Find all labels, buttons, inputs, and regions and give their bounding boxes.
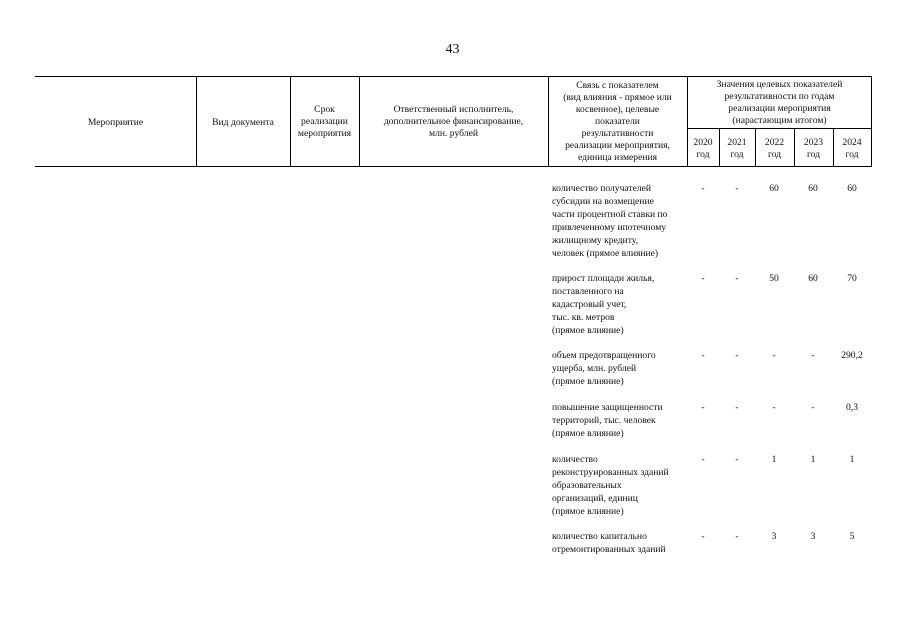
- indicator-line: объем предотвращенного: [552, 350, 656, 361]
- header-relation-line: Связь с показателем: [576, 80, 659, 91]
- header-relation: [548, 80, 687, 164]
- header-term-line: Срок: [314, 104, 335, 115]
- value-cell: 1: [771, 454, 777, 465]
- value-cell: -: [701, 183, 705, 194]
- indicator-line: субсидии на возмещение: [552, 196, 654, 207]
- header-relation-line: единица измерения: [577, 152, 658, 163]
- value-cell: 60: [808, 183, 818, 194]
- values-group-divider: [687, 128, 872, 129]
- table-row-indicator: [552, 401, 690, 440]
- header-responsible: [359, 104, 548, 140]
- indicator-line: территорий, тыс. человек: [552, 415, 656, 426]
- header-year-number: 2020: [693, 137, 713, 148]
- indicator-line: количество получателей: [552, 183, 652, 194]
- indicator-line: количество капитально: [552, 531, 647, 542]
- header-year-2022: [755, 137, 794, 161]
- indicator-line: отремонтированных зданий: [552, 544, 666, 555]
- table-row-indicator: [552, 349, 690, 388]
- header-values-line: (нарастающим итогом): [732, 115, 827, 126]
- header-year-unit: год: [767, 149, 782, 160]
- value-cell: 1: [810, 454, 816, 465]
- indicator-line: ущерба, млн. рублей: [552, 363, 637, 374]
- header-year-number: 2023: [803, 137, 824, 148]
- header-term: [290, 104, 359, 140]
- value-cell: -: [735, 402, 739, 413]
- table-row-indicator: [552, 530, 690, 556]
- indicator-line: количество: [552, 454, 598, 465]
- value-cell: 70: [847, 273, 857, 284]
- header-year-number: 2022: [764, 137, 785, 148]
- header-relation-line: (вид влияния - прямое или: [563, 92, 672, 103]
- table-row-indicator: [552, 453, 690, 518]
- indicator-line: (прямое влияние): [552, 428, 624, 439]
- header-year-number: 2024: [842, 137, 862, 148]
- value-cell: -: [735, 531, 739, 542]
- value-cell: -: [811, 402, 815, 413]
- indicator-line: (прямое влияние): [552, 376, 624, 387]
- page-number: 43: [445, 42, 460, 57]
- indicator-line: реконструированных зданий: [552, 467, 669, 478]
- header-term-line: мероприятия: [297, 128, 352, 139]
- header-measure: [35, 117, 196, 129]
- indicator-line: (прямое влияние): [552, 325, 624, 336]
- header-values-line: Значения целевых показателей: [716, 79, 843, 90]
- indicator-line: жилищному кредиту,: [552, 235, 638, 246]
- indicator-line: части процентной ставки по: [552, 209, 668, 220]
- value-cell: -: [701, 454, 705, 465]
- header-relation-line: показатели: [595, 116, 640, 127]
- value-cell: 3: [810, 531, 816, 542]
- value-cell: 1: [849, 454, 855, 465]
- value-cell: -: [772, 350, 776, 361]
- indicator-line: тыс. кв. метров: [552, 312, 615, 323]
- indicator-line: поставленного на: [552, 286, 624, 297]
- header-responsible-line: млн. рублей: [429, 128, 478, 139]
- value-cell: 0,3: [846, 402, 858, 413]
- header-responsible-line: Ответственный исполнитель,: [393, 104, 514, 115]
- indicator-line: организаций, единиц: [552, 493, 638, 504]
- indicator-line: человек (прямое влияние): [552, 248, 659, 259]
- header-year-unit: год: [806, 149, 821, 160]
- value-cell: -: [772, 402, 776, 413]
- header-year-2023: [794, 137, 833, 161]
- header-year-unit: год: [696, 149, 710, 160]
- value-cell: -: [701, 402, 705, 413]
- header-year-2020: [687, 137, 719, 161]
- value-cell: -: [735, 183, 739, 194]
- header-responsible-line: дополнительное финансирование,: [383, 116, 524, 127]
- indicator-line: (прямое влияние): [552, 506, 624, 517]
- header-document-type: [196, 117, 290, 129]
- indicator-line: прирост площади жилья,: [552, 273, 655, 284]
- indicator-line: привлеченному ипотечному: [552, 222, 667, 233]
- header-relation-line: результативности: [581, 128, 654, 139]
- value-cell: 5: [849, 531, 855, 542]
- table-row-indicator: [552, 182, 690, 260]
- table-top-border: [35, 76, 872, 77]
- value-cell: -: [701, 273, 705, 284]
- header-document-type-text: Вид документа: [212, 117, 274, 128]
- value-cell: -: [735, 273, 739, 284]
- table-row-indicator: [552, 272, 690, 337]
- value-cell: 50: [769, 273, 779, 284]
- value-cell: 3: [771, 531, 777, 542]
- value-cell: -: [701, 531, 705, 542]
- header-year-number: 2021: [727, 137, 747, 148]
- value-cell: -: [811, 350, 815, 361]
- value-cell: -: [735, 454, 739, 465]
- header-measure-text: Мероприятие: [87, 117, 144, 128]
- header-term-line: реализации: [301, 116, 348, 127]
- header-values-group: [687, 79, 872, 127]
- value-cell: 60: [847, 183, 857, 194]
- header-relation-line: косвенное), целевые: [575, 104, 660, 115]
- value-cell: -: [735, 350, 739, 361]
- header-year-unit: год: [730, 149, 744, 160]
- header-year-unit: год: [845, 149, 859, 160]
- header-values-line: реализации мероприятия: [728, 103, 831, 114]
- header-year-2024: [833, 137, 871, 161]
- value-cell: 60: [769, 183, 779, 194]
- value-cell: 60: [808, 273, 818, 284]
- table-header-bottom-border: [35, 166, 872, 167]
- header-values-line: результативности по годам: [724, 91, 835, 102]
- indicator-line: повышение защищенности: [552, 402, 663, 413]
- header-year-2021: [719, 137, 755, 161]
- value-cell: -: [701, 350, 705, 361]
- value-cell: 290,2: [841, 350, 863, 361]
- header-relation-line: реализации мероприятия,: [565, 140, 670, 151]
- indicator-line: образовательных: [552, 480, 622, 491]
- indicator-line: кадастровый учет,: [552, 299, 627, 310]
